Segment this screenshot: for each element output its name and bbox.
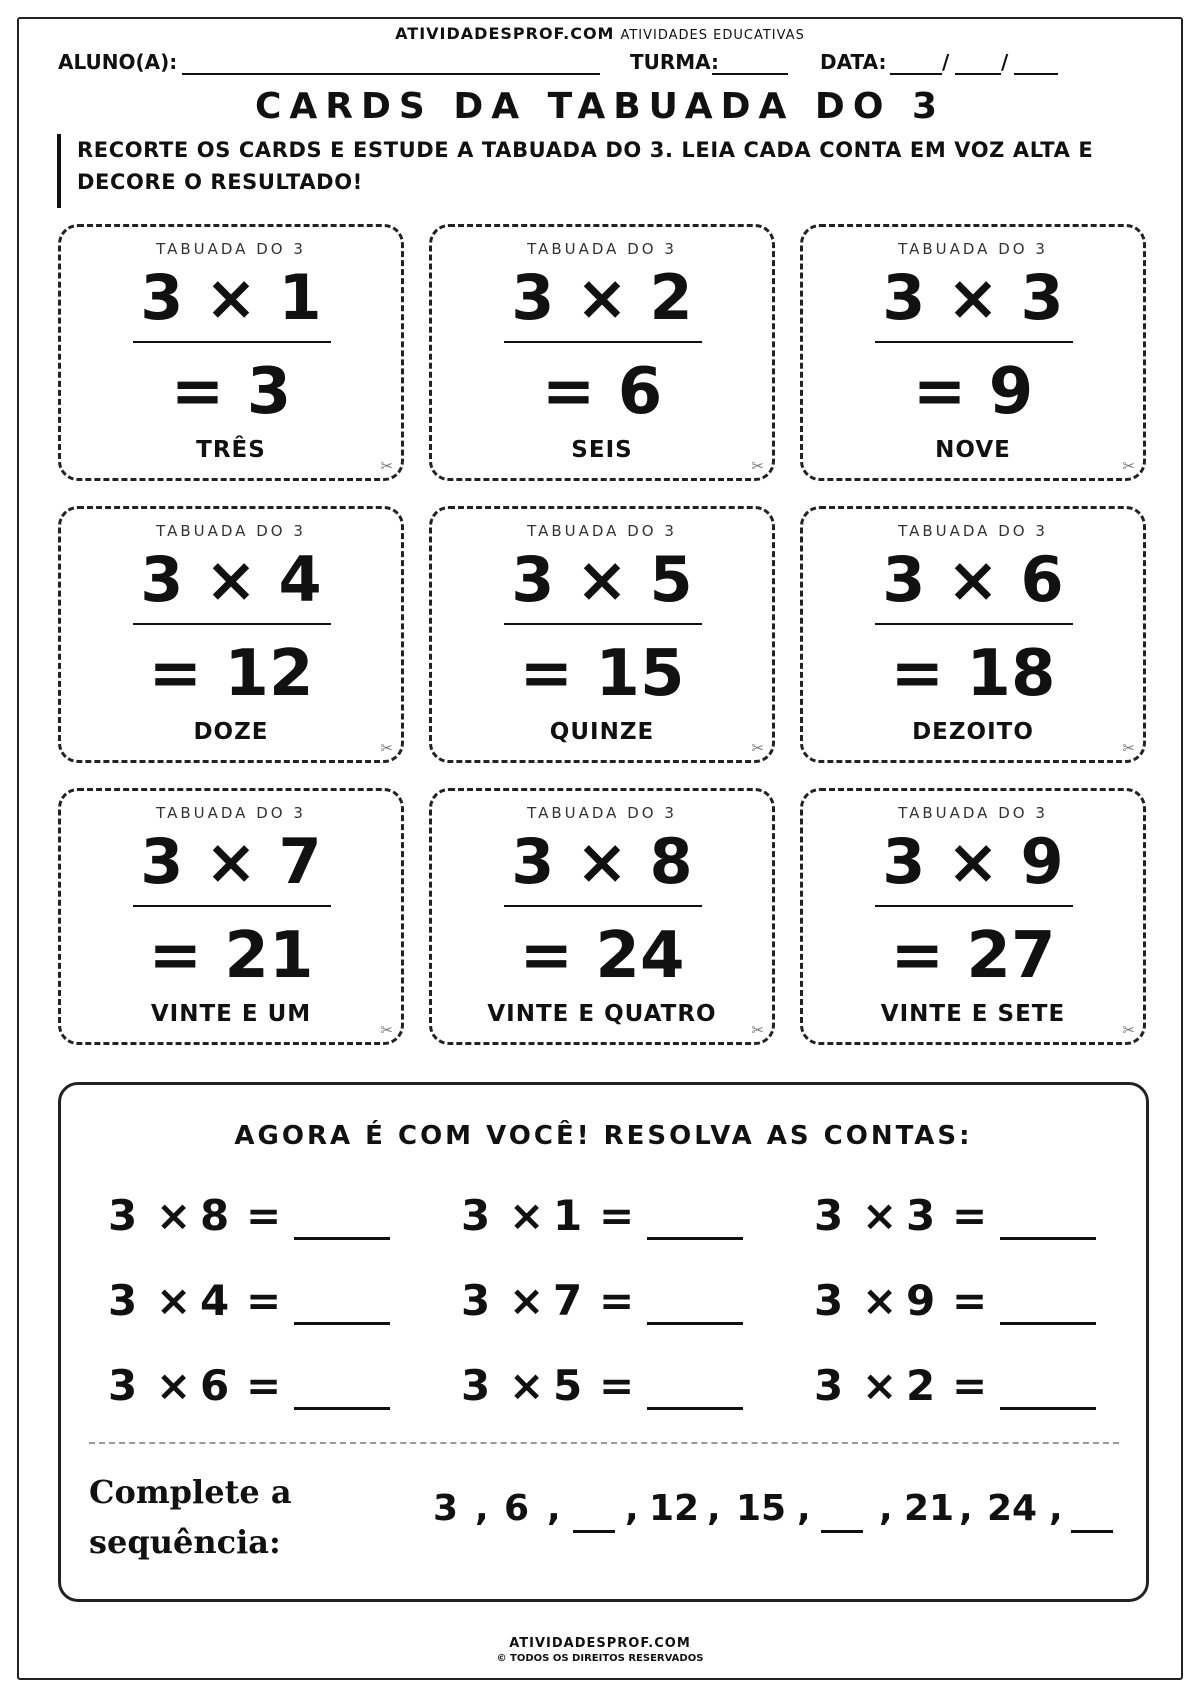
times-sign: × <box>156 1276 192 1325</box>
site-header <box>0 24 1200 43</box>
site-name: ATIVIDADESPROF.COM <box>395 24 615 43</box>
card-result: = 24 <box>519 919 685 993</box>
card-result: = 3 <box>170 355 292 429</box>
flash-card <box>58 224 404 481</box>
practice-box <box>58 1082 1149 1602</box>
sequence-comma: , <box>475 1488 489 1529</box>
practice-equation <box>108 1361 438 1421</box>
operand: 3 <box>461 1361 491 1410</box>
sequence-blank[interactable] <box>1071 1530 1113 1533</box>
times-sign: × <box>156 1361 192 1410</box>
card-label: TABUADA DO 3 <box>156 522 306 540</box>
answer-blank[interactable] <box>294 1237 390 1240</box>
operand: 9 <box>906 1276 936 1325</box>
card-divider <box>504 905 702 907</box>
card-label: TABUADA DO 3 <box>527 804 677 822</box>
sequence-blank[interactable] <box>821 1530 863 1533</box>
card-divider <box>133 905 331 907</box>
card-divider <box>504 623 702 625</box>
card-label: TABUADA DO 3 <box>898 240 1048 258</box>
operand: 3 <box>108 1191 138 1240</box>
card-label: TABUADA DO 3 <box>527 240 677 258</box>
practice-equation <box>814 1276 1144 1336</box>
scissors-icon: ✂ <box>380 1021 393 1039</box>
card-word: DEZOITO <box>912 719 1034 745</box>
card-label: TABUADA DO 3 <box>156 804 306 822</box>
operand: 8 <box>200 1191 230 1240</box>
footer <box>0 1636 1200 1664</box>
operand: 7 <box>553 1276 583 1325</box>
section-divider <box>89 1442 1119 1444</box>
answer-blank[interactable] <box>1000 1322 1096 1325</box>
student-name-field[interactable] <box>182 73 600 75</box>
card-divider <box>875 341 1073 343</box>
answer-blank[interactable] <box>1000 1407 1096 1410</box>
flash-card <box>429 506 775 763</box>
answer-blank[interactable] <box>1000 1237 1096 1240</box>
answer-blank[interactable] <box>294 1322 390 1325</box>
equals-sign: = <box>599 1191 635 1240</box>
sequence-comma: , <box>547 1488 561 1529</box>
card-result: = 9 <box>912 355 1034 429</box>
card-result: = 15 <box>519 637 685 711</box>
number-sequence <box>361 1488 1121 1544</box>
scissors-icon: ✂ <box>380 739 393 757</box>
card-divider <box>133 341 331 343</box>
sequence-number: 3 <box>433 1488 459 1529</box>
date-slash: / <box>1001 50 1009 74</box>
site-tagline: ATIVIDADES EDUCATIVAS <box>620 28 805 43</box>
times-sign: × <box>862 1276 898 1325</box>
scissors-icon: ✂ <box>1122 739 1135 757</box>
answer-blank[interactable] <box>647 1407 743 1410</box>
card-word: QUINZE <box>549 719 655 745</box>
card-label: TABUADA DO 3 <box>156 240 306 258</box>
sequence-comma: , <box>797 1488 811 1529</box>
card-label: TABUADA DO 3 <box>898 522 1048 540</box>
operand: 3 <box>906 1191 936 1240</box>
practice-equation <box>461 1191 791 1251</box>
equals-sign: = <box>246 1276 282 1325</box>
flash-card <box>800 224 1146 481</box>
card-word: DOZE <box>193 719 269 745</box>
equals-sign: = <box>952 1191 988 1240</box>
sequence-comma: , <box>879 1488 893 1529</box>
operand: 6 <box>200 1361 230 1410</box>
equals-sign: = <box>599 1276 635 1325</box>
answer-blank[interactable] <box>647 1322 743 1325</box>
flash-card <box>58 788 404 1045</box>
operand: 1 <box>553 1191 583 1240</box>
equals-sign: = <box>599 1361 635 1410</box>
operand: 3 <box>814 1361 844 1410</box>
card-label: TABUADA DO 3 <box>898 804 1048 822</box>
equals-sign: = <box>952 1276 988 1325</box>
operand: 2 <box>906 1361 936 1410</box>
times-sign: × <box>862 1361 898 1410</box>
scissors-icon: ✂ <box>1122 1021 1135 1039</box>
card-divider <box>504 341 702 343</box>
sequence-blank[interactable] <box>573 1530 615 1533</box>
sequence-label: Complete a sequência: <box>89 1473 292 1561</box>
card-word: VINTE E QUATRO <box>487 1001 717 1027</box>
scissors-icon: ✂ <box>380 457 393 475</box>
class-label: TURMA: <box>630 50 720 74</box>
flash-card <box>800 788 1146 1045</box>
card-result: = 12 <box>148 637 314 711</box>
sequence-comma: , <box>707 1488 721 1529</box>
sequence-number: 21 <box>904 1488 955 1529</box>
student-fields <box>58 50 1148 78</box>
page-title: CARDS DA TABUADA DO 3 <box>254 86 946 127</box>
operand: 3 <box>461 1191 491 1240</box>
practice-equation <box>461 1361 791 1421</box>
operand: 3 <box>108 1361 138 1410</box>
card-expression: 3 × 1 <box>140 261 322 334</box>
instructions: RECORTE OS CARDS E ESTUDE A TABUADA DO 3. LEIA CADA CONTA EM VOZ ALTA E DECORE O RESULTADO! <box>57 134 1117 208</box>
sequence-number: 24 <box>987 1488 1038 1529</box>
class-field[interactable] <box>712 73 788 75</box>
scissors-icon: ✂ <box>751 457 764 475</box>
date-year-field[interactable] <box>1014 73 1058 75</box>
card-expression: 3 × 5 <box>511 543 693 616</box>
flash-card <box>800 506 1146 763</box>
practice-equation <box>814 1361 1144 1421</box>
sequence-comma: , <box>625 1488 639 1529</box>
card-divider <box>133 623 331 625</box>
card-word: NOVE <box>935 437 1011 463</box>
card-expression: 3 × 4 <box>140 543 322 616</box>
operand: 5 <box>553 1361 583 1410</box>
times-sign: × <box>862 1191 898 1240</box>
card-result: = 21 <box>148 919 314 993</box>
card-word: TRÊS <box>196 437 266 463</box>
flash-card <box>58 506 404 763</box>
practice-equation <box>108 1276 438 1336</box>
card-result: = 27 <box>890 919 1056 993</box>
times-sign: × <box>509 1276 545 1325</box>
sequence-number: 12 <box>649 1488 700 1529</box>
scissors-icon: ✂ <box>1122 457 1135 475</box>
practice-equation <box>461 1276 791 1336</box>
operand: 3 <box>814 1276 844 1325</box>
sequence-number: 15 <box>736 1488 787 1529</box>
card-expression: 3 × 3 <box>882 261 1064 334</box>
student-label: ALUNO(A): <box>58 50 178 74</box>
operand: 4 <box>200 1276 230 1325</box>
card-divider <box>875 623 1073 625</box>
flash-card <box>429 788 775 1045</box>
date-day-field[interactable] <box>890 73 942 75</box>
date-month-field[interactable] <box>955 73 1001 75</box>
sequence-comma: , <box>959 1488 973 1529</box>
card-expression: 3 × 6 <box>882 543 1064 616</box>
times-sign: × <box>156 1191 192 1240</box>
practice-equation <box>814 1191 1144 1251</box>
card-word: SEIS <box>571 437 633 463</box>
operand: 3 <box>461 1276 491 1325</box>
card-label: TABUADA DO 3 <box>527 522 677 540</box>
date-slash: / <box>942 50 950 74</box>
card-expression: 3 × 2 <box>511 261 693 334</box>
operand: 3 <box>814 1191 844 1240</box>
card-expression: 3 × 9 <box>882 825 1064 898</box>
equals-sign: = <box>246 1191 282 1240</box>
card-expression: 3 × 8 <box>511 825 693 898</box>
date-label: DATA: <box>820 50 887 74</box>
card-expression: 3 × 7 <box>140 825 322 898</box>
card-result: = 6 <box>541 355 663 429</box>
times-sign: × <box>509 1191 545 1240</box>
card-result: = 18 <box>890 637 1056 711</box>
equals-sign: = <box>246 1361 282 1410</box>
card-word: VINTE E UM <box>150 1001 312 1027</box>
scissors-icon: ✂ <box>751 1021 764 1039</box>
flash-card <box>429 224 775 481</box>
card-word: VINTE E SETE <box>880 1001 1066 1027</box>
operand: 3 <box>108 1276 138 1325</box>
answer-blank[interactable] <box>294 1407 390 1410</box>
equals-sign: = <box>952 1361 988 1410</box>
footer-site: ATIVIDADESPROF.COM <box>509 1636 691 1651</box>
scissors-icon: ✂ <box>751 739 764 757</box>
practice-equation <box>108 1191 438 1251</box>
sequence-number: 6 <box>504 1488 530 1529</box>
sequence-comma: , <box>1049 1488 1063 1529</box>
times-sign: × <box>509 1361 545 1410</box>
answer-blank[interactable] <box>647 1237 743 1240</box>
card-divider <box>875 905 1073 907</box>
practice-title: AGORA É COM VOCÊ! RESOLVA AS CONTAS: <box>234 1121 973 1151</box>
footer-rights: © TODOS OS DIREITOS RESERVADOS <box>496 1653 704 1664</box>
